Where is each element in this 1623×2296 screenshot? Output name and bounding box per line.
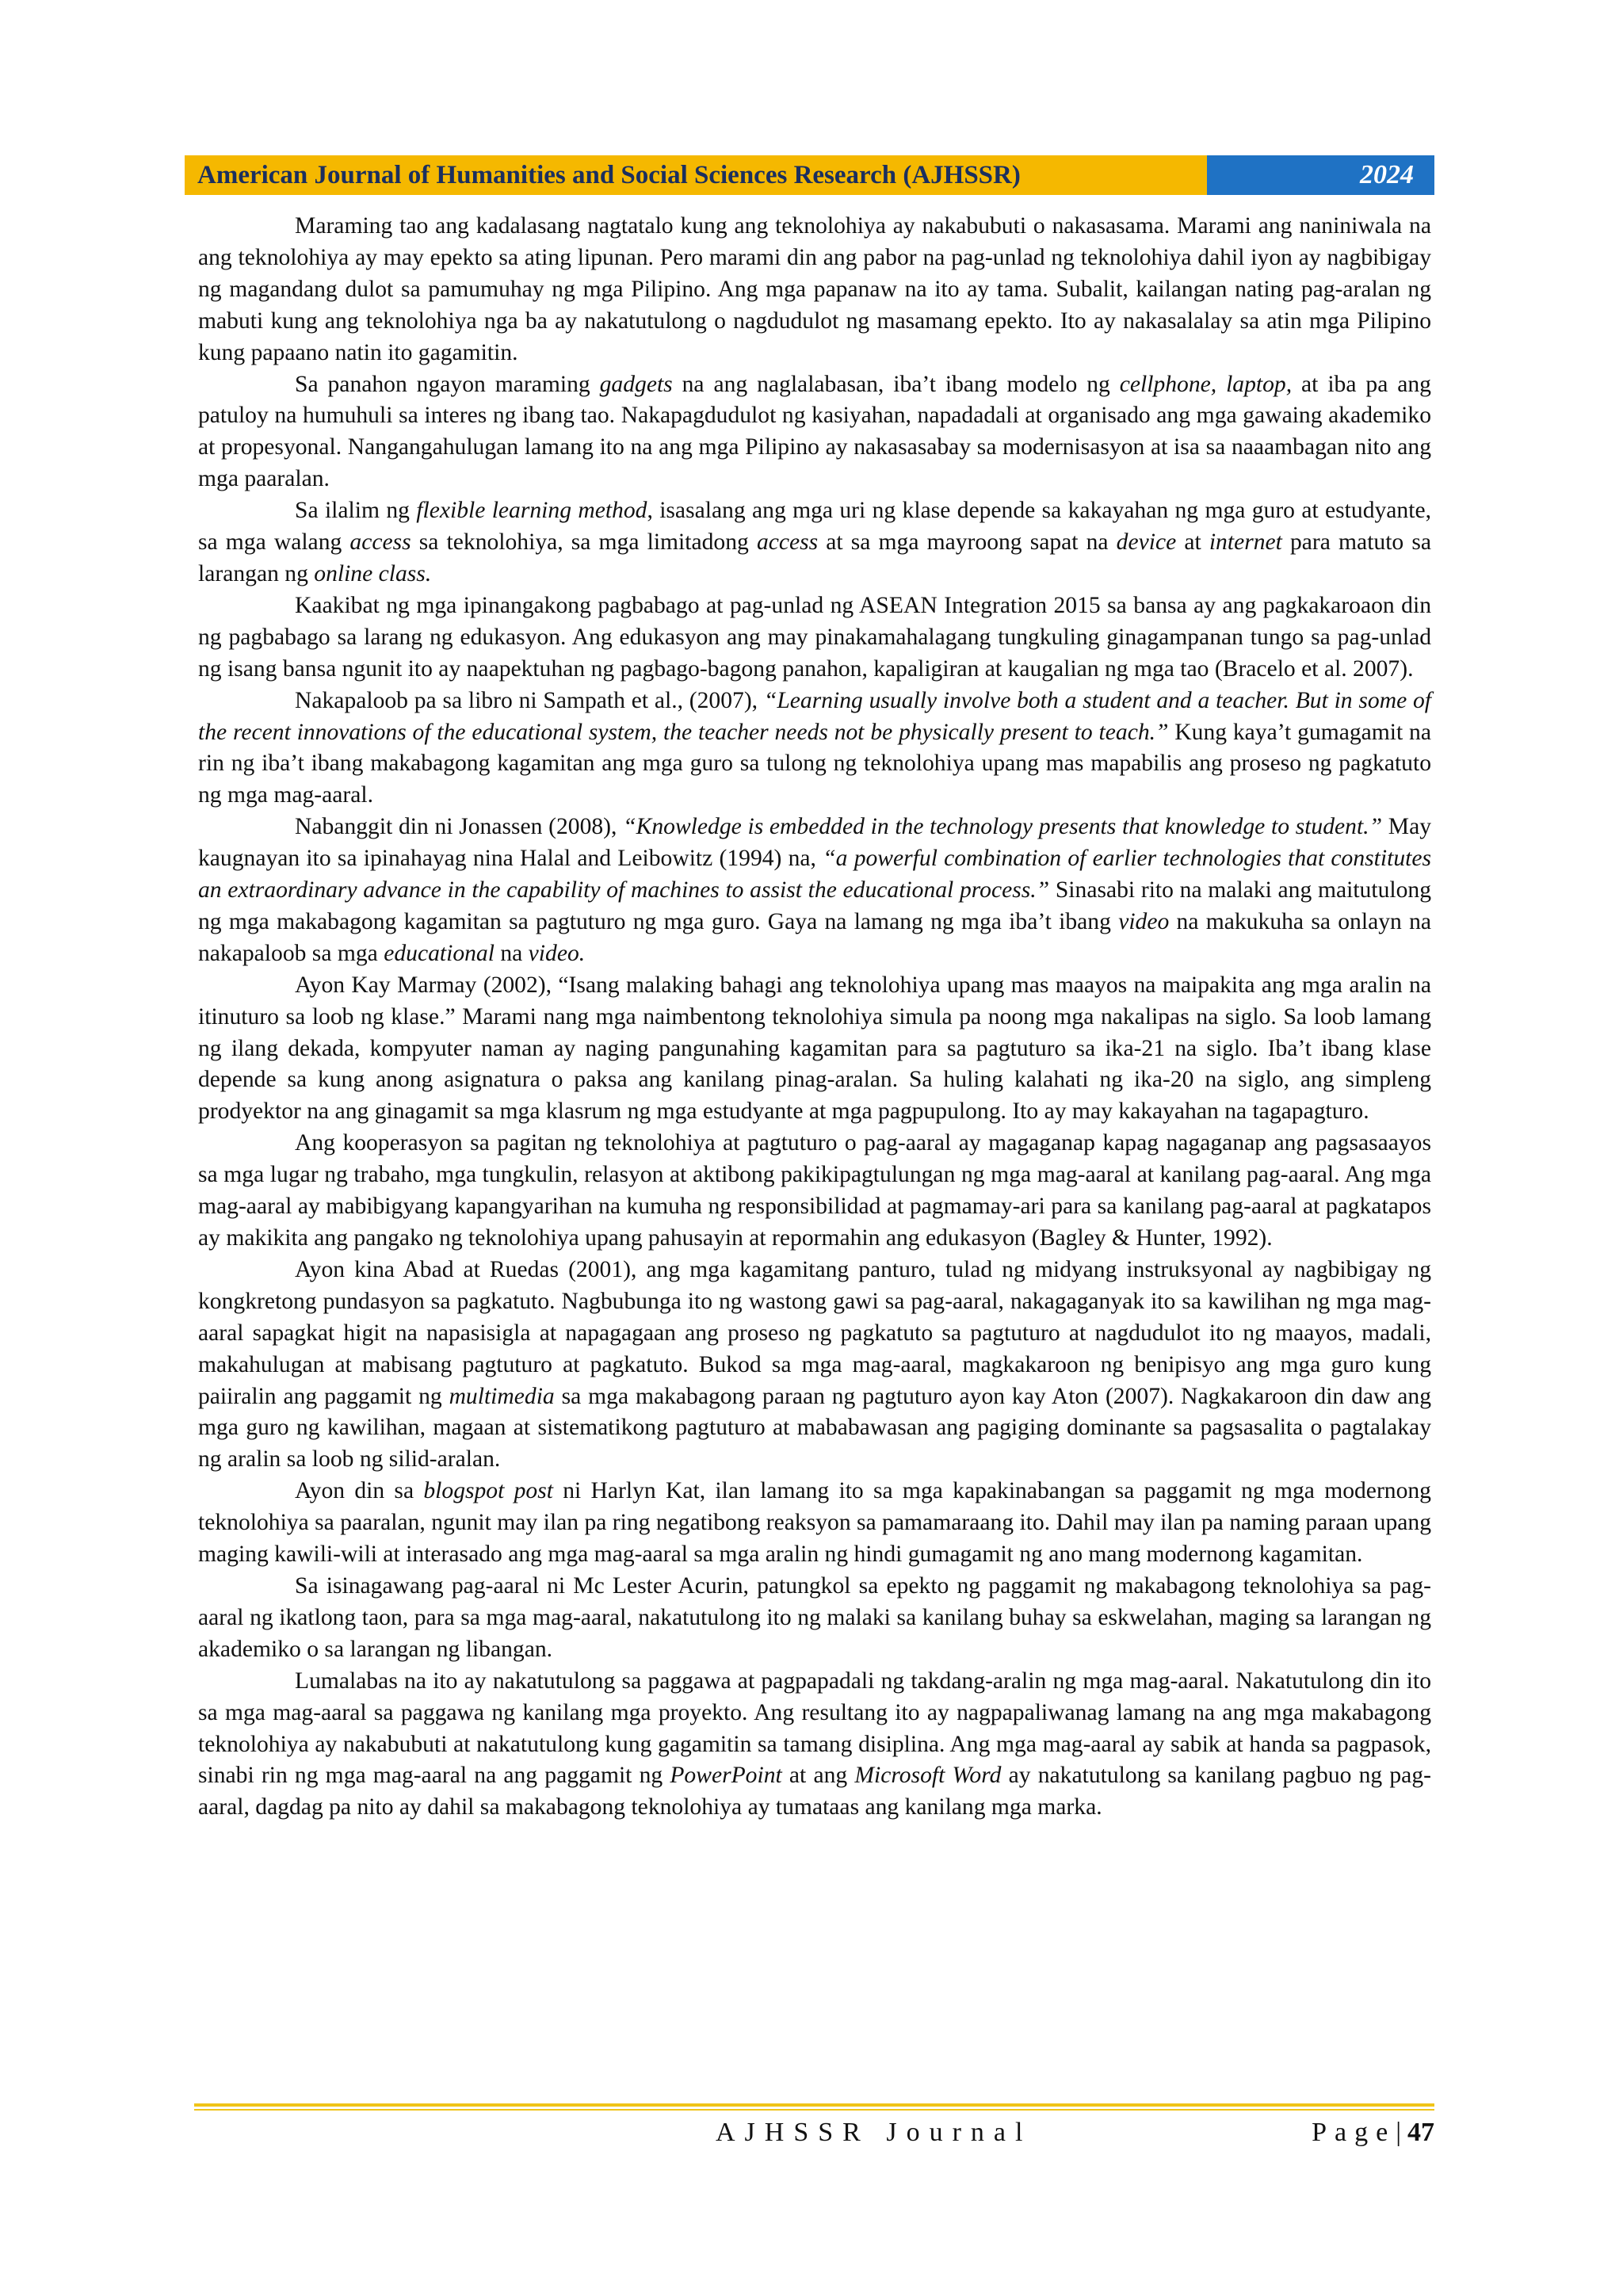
- footer-rule: [194, 2103, 1434, 2107]
- page-number: 47: [1407, 2118, 1434, 2147]
- italic-text: PowerPoint: [670, 1763, 782, 1789]
- paragraph-text: Lumalabas na ito ay nakatutulong sa paggawa at pagpapadali ng takdang-aralin ng mga mag-aaral. Nakatutulong din ito sa mga mag-aaral sa paggawa ng kanilang mga proyekto. Ang resultang ito ay nagpapaliwanag lamang na ang mga makabagong teknolohiya ay nakabubuti at nakatutulong kung gagamitin sa tamang disiplina. Ang mga mag-aaral ay sabik at handa sa pagpasok, sinabi rin ng mga mag-aaral na ang paggamit ng: [198, 1668, 1431, 1789]
- body-paragraph: [198, 1571, 1431, 1666]
- article-body: [198, 211, 1431, 1824]
- footer-page-indicator: [1312, 2118, 1434, 2148]
- paragraph-text: Kaakibat ng mga ipinangakong pagbabago at pag-unlad ng ASEAN Integration 2015 sa bansa ay ang pagkakaroaon din ng pagbabago sa larang ng edukasyon. Ang edukasyon ang may pinakamahalagang tungkuling ginagampanan tungo sa pag-unlad ng isang bansa ngunit ito ay naapektuhan ng pagbago-bagong panahon, kapaligiran at kaugalian ng mga tao (Bracelo et al. 2007).: [198, 592, 1431, 682]
- body-paragraph: [198, 1255, 1431, 1476]
- paragraph-text: Nakapaloob pa sa libro ni Sampath et al., (2007),: [295, 687, 764, 713]
- italic-text: blogspot post: [423, 1478, 553, 1504]
- journal-header-bar: [185, 155, 1434, 195]
- italic-text: “Learning usually involve both a student and a teacher. But in some of the recent innovations of the educational system, the teacher needs not be physically present to teach.”: [198, 687, 1431, 745]
- journal-title: American Journal of Humanities and Social Sciences Research (AJHSSR): [185, 155, 1207, 195]
- body-paragraph: [198, 1476, 1431, 1571]
- body-paragraph: [198, 812, 1431, 970]
- paragraph-text: sa teknolohiya, sa mga limitadong: [411, 529, 757, 556]
- paragraph-text: Ang kooperasyon sa pagitan ng teknolohiya at pagtuturo o pag-aaral ay magaganap kapag nagaganap ang pagsasaayos sa mga lugar ng trabaho, mga tungkulin, relasyon at aktibong pakikipagtulungan ng mga mag-aaral at kanilang pag-aaral. Ang mga mag-aaral ay mabibigyang kapangyarihan na kumuha ng responsibilidad at pagmamay-ari para sa kanilang pag-aaral at pagkatapos ay makikita ang pangako ng teknolohiya upang pahusayin at repormahin ang edukasyon (Bagley & Hunter, 1992).: [198, 1130, 1431, 1251]
- journal-year: 2024: [1207, 155, 1434, 195]
- body-paragraph: [198, 686, 1431, 812]
- italic-text: device: [1116, 529, 1177, 556]
- paragraph-text: Ayon Kay Marmay (2002), “Isang malaking bahagi ang teknolohiya upang mas maayos na maipakita ang mga aralin na itinuturo sa loob ng klase.” Marami nang mga naimbentong teknolohiya simula pa noong mga nakalipas na siglo. Sa loob lamang ng ilang dekada, kompyuter naman ay naging pangunahing kagamitan para sa pagtuturo sa ika-21 na siglo. Iba’t ibang klase depende sa kung anong asignatura o paksa ang kanilang pinag-aralan. Sa huling kalahati ng ika-20 na siglo, ang simpleng prodyektor na ang ginagamit sa mga klasrum ng mga estudyante at mga pagpupulong. Ito ay may kakayahan na tagapagturo.: [198, 972, 1431, 1125]
- footer-rule-thin: [194, 2109, 1434, 2111]
- italic-text: “Knowledge is embedded in the technology presents that knowledge to student.”: [623, 814, 1383, 840]
- body-paragraph: [198, 590, 1431, 686]
- body-paragraph: [198, 211, 1431, 369]
- paragraph-text: Kung kaya’t gumagamit na rin ng iba’t ibang makabagong kagamitan ang mga guro sa tulong ng teknolohiya upang mas mapabilis ang proseso ng pagkatuto ng mga mag-aaral.: [198, 719, 1431, 808]
- paragraph-text: Maraming tao ang kadalasang nagtatalo kung ang teknolohiya ay nakabubuti o nakasasama. Marami ang naniniwala na ang teknolohiya ay may epekto sa ating lipunan. Pero marami din ang pabor na pag-unlad ng teknolohiya dahil iyon ay nagbibigay ng magandang dulot sa pamumuhay ng mga Pilipino. Ang mga papanaw na ito ay tama. Subalit, kailangan nating pag-aralan ng mabuti kung ang teknolohiya nga ba ay nakatutulong o nagdudulot ng masamang epekto. Ito ay nakasalalay sa atin mga Pilipino kung papaano natin ito gagamitin.: [198, 213, 1431, 365]
- italic-text: cellphone, laptop,: [1119, 371, 1293, 397]
- paragraph-text: at ang: [781, 1763, 855, 1789]
- paragraph-text: Sa panahon ngayon maraming: [295, 371, 600, 397]
- paragraph-text: at iba pa ang patuloy na humuhuli sa interes ng ibang tao. Nakapagdudulot ng kasiyahan, napadadali at organisado ang mga gawaing akademiko at propesyonal. Nangangahulugan lamang ito na ang mga Pilipino ay nakasasabay sa modernisasyon at isa sa naaambagan nito ang mga paaralan.: [198, 371, 1431, 492]
- italic-text: video: [1118, 908, 1170, 934]
- italic-text: multimedia: [449, 1383, 555, 1409]
- italic-text: “a powerful combination of earlier technologies that constitutes an extraordinary advance in the capability of machines to assist the educational process.”: [198, 846, 1432, 904]
- italic-text: access: [349, 529, 411, 556]
- body-paragraph: [198, 970, 1431, 1129]
- paragraph-text: at: [1176, 529, 1209, 556]
- footer-journal-name: AJHSSR Journal: [716, 2118, 1033, 2147]
- paragraph-text: ay nakatutulong sa kanilang pagbuo ng pag-aaral, dagdag pa nito ay dahil sa makabagong teknolohiya ay tumataas ang kanilang mga marka.: [198, 1763, 1431, 1820]
- footer-page-label: Page: [1312, 2118, 1396, 2147]
- paragraph-text: Nabanggit din ni Jonassen (2008),: [295, 814, 624, 840]
- italic-text: internet: [1209, 529, 1282, 556]
- body-paragraph: [198, 1666, 1431, 1824]
- italic-text: video.: [528, 940, 586, 966]
- italic-text: flexible learning method: [416, 498, 647, 524]
- paragraph-text: na: [494, 940, 529, 966]
- italic-text: educational: [384, 940, 495, 966]
- paragraph-text: na ang naglalabasan, iba’t ibang modelo ng: [672, 371, 1120, 397]
- paragraph-text: ni Harlyn Kat, ilan lamang ito sa mga kapakinabangan sa paggamit ng mga modernong teknolohiya sa paaralan, ngunit may ilan pa ring negatibong reaksyon sa pamamaraang ito. Dahil may ilan pa naming paraan upang maging kawili-wili at interasado ang mga mag-aaral sa mga aralin ng hindi gumagamit ng ano mang modernong kagamitan.: [198, 1478, 1431, 1568]
- paragraph-text: Sa isinagawang pag-aaral ni Mc Lester Acurin, patungkol sa epekto ng paggamit ng makabagong teknolohiya sa pag-aaral ng ikatlong taon, para sa mga mag-aaral, nakatutulong ito ng malaki sa kanilang buhay sa eskwelahan, maging sa larangan ng akademiko o sa larangan ng libangan.: [198, 1572, 1431, 1662]
- paragraph-text: at sa mga mayroong sapat na: [818, 529, 1117, 556]
- paragraph-text: Sinasabi rito na malaki ang maitutulong ng mga makabagong kagamitan sa pagtuturo ng mga guro. Gaya na lamang ng mga iba’t ibang: [198, 877, 1431, 934]
- body-paragraph: [198, 369, 1431, 496]
- paragraph-text: Ayon kina Abad at Ruedas (2001), ang mga kagamitang panturo, tulad ng midyang instruksyonal ay nagbibigay ng kongkretong pundasyon sa pagkatuto. Nagbubunga ito ng wastong gawi sa pag-aaral, nakagaganyak ito sa kawilihan ng mga mag-aaral sapagkat higit na napasisigla at napagagaan ang proseso ng pagkatuto sa pagtuturo at nagdudulot ito ng maayos, madali, makahulugan at mabisang pagtuturo at pagkatuto. Bukod sa mga mag-aaral, magkakaroon ng benipisyo ang mga guro kung paiiralin ang paggamit ng: [198, 1256, 1431, 1409]
- footer-separator: |: [1396, 2118, 1401, 2147]
- paragraph-text: para matuto sa larangan ng: [198, 529, 1431, 586]
- italic-text: online class.: [314, 560, 432, 586]
- paragraph-text: Ayon din sa: [295, 1478, 424, 1504]
- paragraph-text: , isasalang ang mga uri ng klase depende sa kakayahan ng mga guro at estudyante, sa mga walang: [198, 498, 1431, 556]
- body-paragraph: [198, 495, 1431, 590]
- italic-text: access: [756, 529, 819, 556]
- italic-text: gadgets: [599, 371, 673, 397]
- paragraph-text: na makukuha sa onlayn na nakapaloob sa mga: [198, 908, 1432, 966]
- paragraph-text: Sa ilalim ng: [295, 498, 417, 524]
- paragraph-text: sa mga makabagong paraan ng pagtuturo ayon kay Aton (2007). Nagkakaroon din daw ang mga guro ng kawilihan, magaan at sistematikong pagtuturo at mababawasan ang pagiging dominante sa pagsasalita o pagtalakay ng aralin sa loob ng silid-aralan.: [198, 1383, 1432, 1473]
- body-paragraph: [198, 1128, 1431, 1255]
- paragraph-text: May kaugnayan ito sa ipinahayag nina Halal and Leibowitz (1994) na,: [198, 814, 1431, 872]
- page-footer: [194, 2118, 1434, 2153]
- italic-text: Microsoft Word: [854, 1763, 1002, 1789]
